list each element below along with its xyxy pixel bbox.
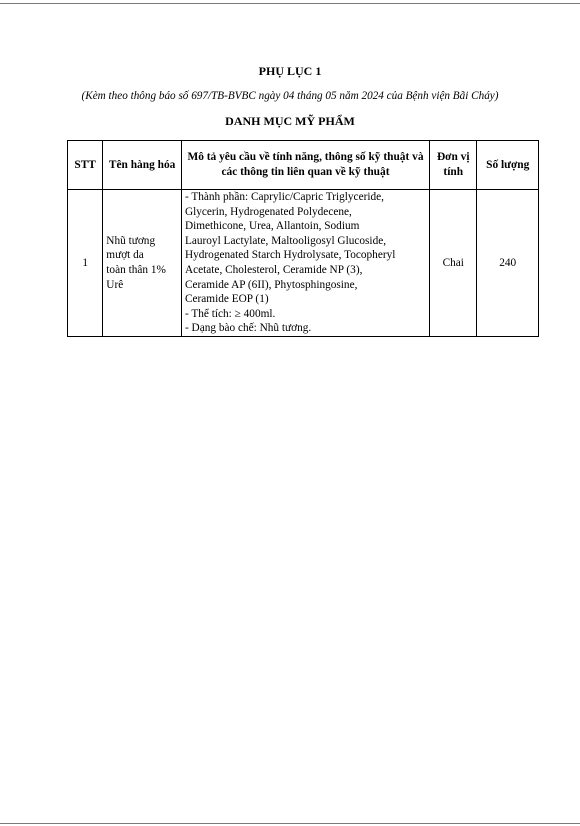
product-name-line: mượt da	[106, 249, 144, 262]
description-line: - Dạng bào chế: Nhũ tương.	[184, 322, 312, 335]
page-top-border	[0, 3, 580, 4]
description-line: - Thành phần: Caprylic/Capric Triglyceride,	[184, 191, 384, 203]
description-line: Ceramide AP (6II), Phytosphingosine,	[184, 278, 358, 291]
description-line: Lauroyl Lactylate, Maltooligosyl Glucoside,	[184, 234, 387, 247]
description-line: Dimethicone, Urea, Allantoin, Sodium	[184, 220, 360, 233]
table-row	[68, 190, 539, 337]
cell-quantity: 240	[477, 190, 539, 337]
appendix-title: PHỤ LỤC 1	[258, 64, 322, 78]
table-header-row	[68, 141, 539, 190]
cosmetics-table	[67, 140, 539, 337]
cell-product-name	[103, 190, 182, 337]
cell-unit: Chai	[430, 190, 477, 337]
header-stt: STT	[68, 141, 103, 190]
cell-stt: 1	[68, 190, 103, 337]
header-quantity: Số lượng	[477, 141, 539, 190]
description-line: - Thể tích: ≥ 400ml.	[184, 307, 276, 320]
product-name-line: toàn thân 1%	[106, 263, 166, 276]
page-bottom-border	[0, 823, 580, 824]
product-name-line: Urê	[106, 278, 124, 291]
description-line: Ceramide EOP (1)	[184, 293, 269, 306]
description-line: Acetate, Cholesterol, Ceramide NP (3),	[184, 263, 363, 276]
description-line: Glycerin, Hydrogenated Polydecene,	[184, 205, 352, 218]
header-unit: Đơn vị tính	[430, 141, 477, 190]
product-name-line: Nhũ tương	[106, 234, 156, 247]
catalog-heading: DANH MỤC MỸ PHẨM	[225, 114, 355, 128]
cell-description	[181, 190, 429, 337]
header-product-name: Tên hàng hóa	[103, 141, 182, 190]
description-line: Hydrogenated Starch Hydrolysate, Tocopheryl	[184, 249, 396, 262]
appendix-subtitle: (Kèm theo thông báo số 697/TB-BVBC ngày 04 tháng 05 năm 2024 của Bệnh viện Bãi Cháy)	[81, 90, 499, 102]
header-description: Mô tả yêu cầu về tính năng, thông số kỹ thuật và các thông tin liên quan về kỹ thuật	[181, 141, 429, 190]
